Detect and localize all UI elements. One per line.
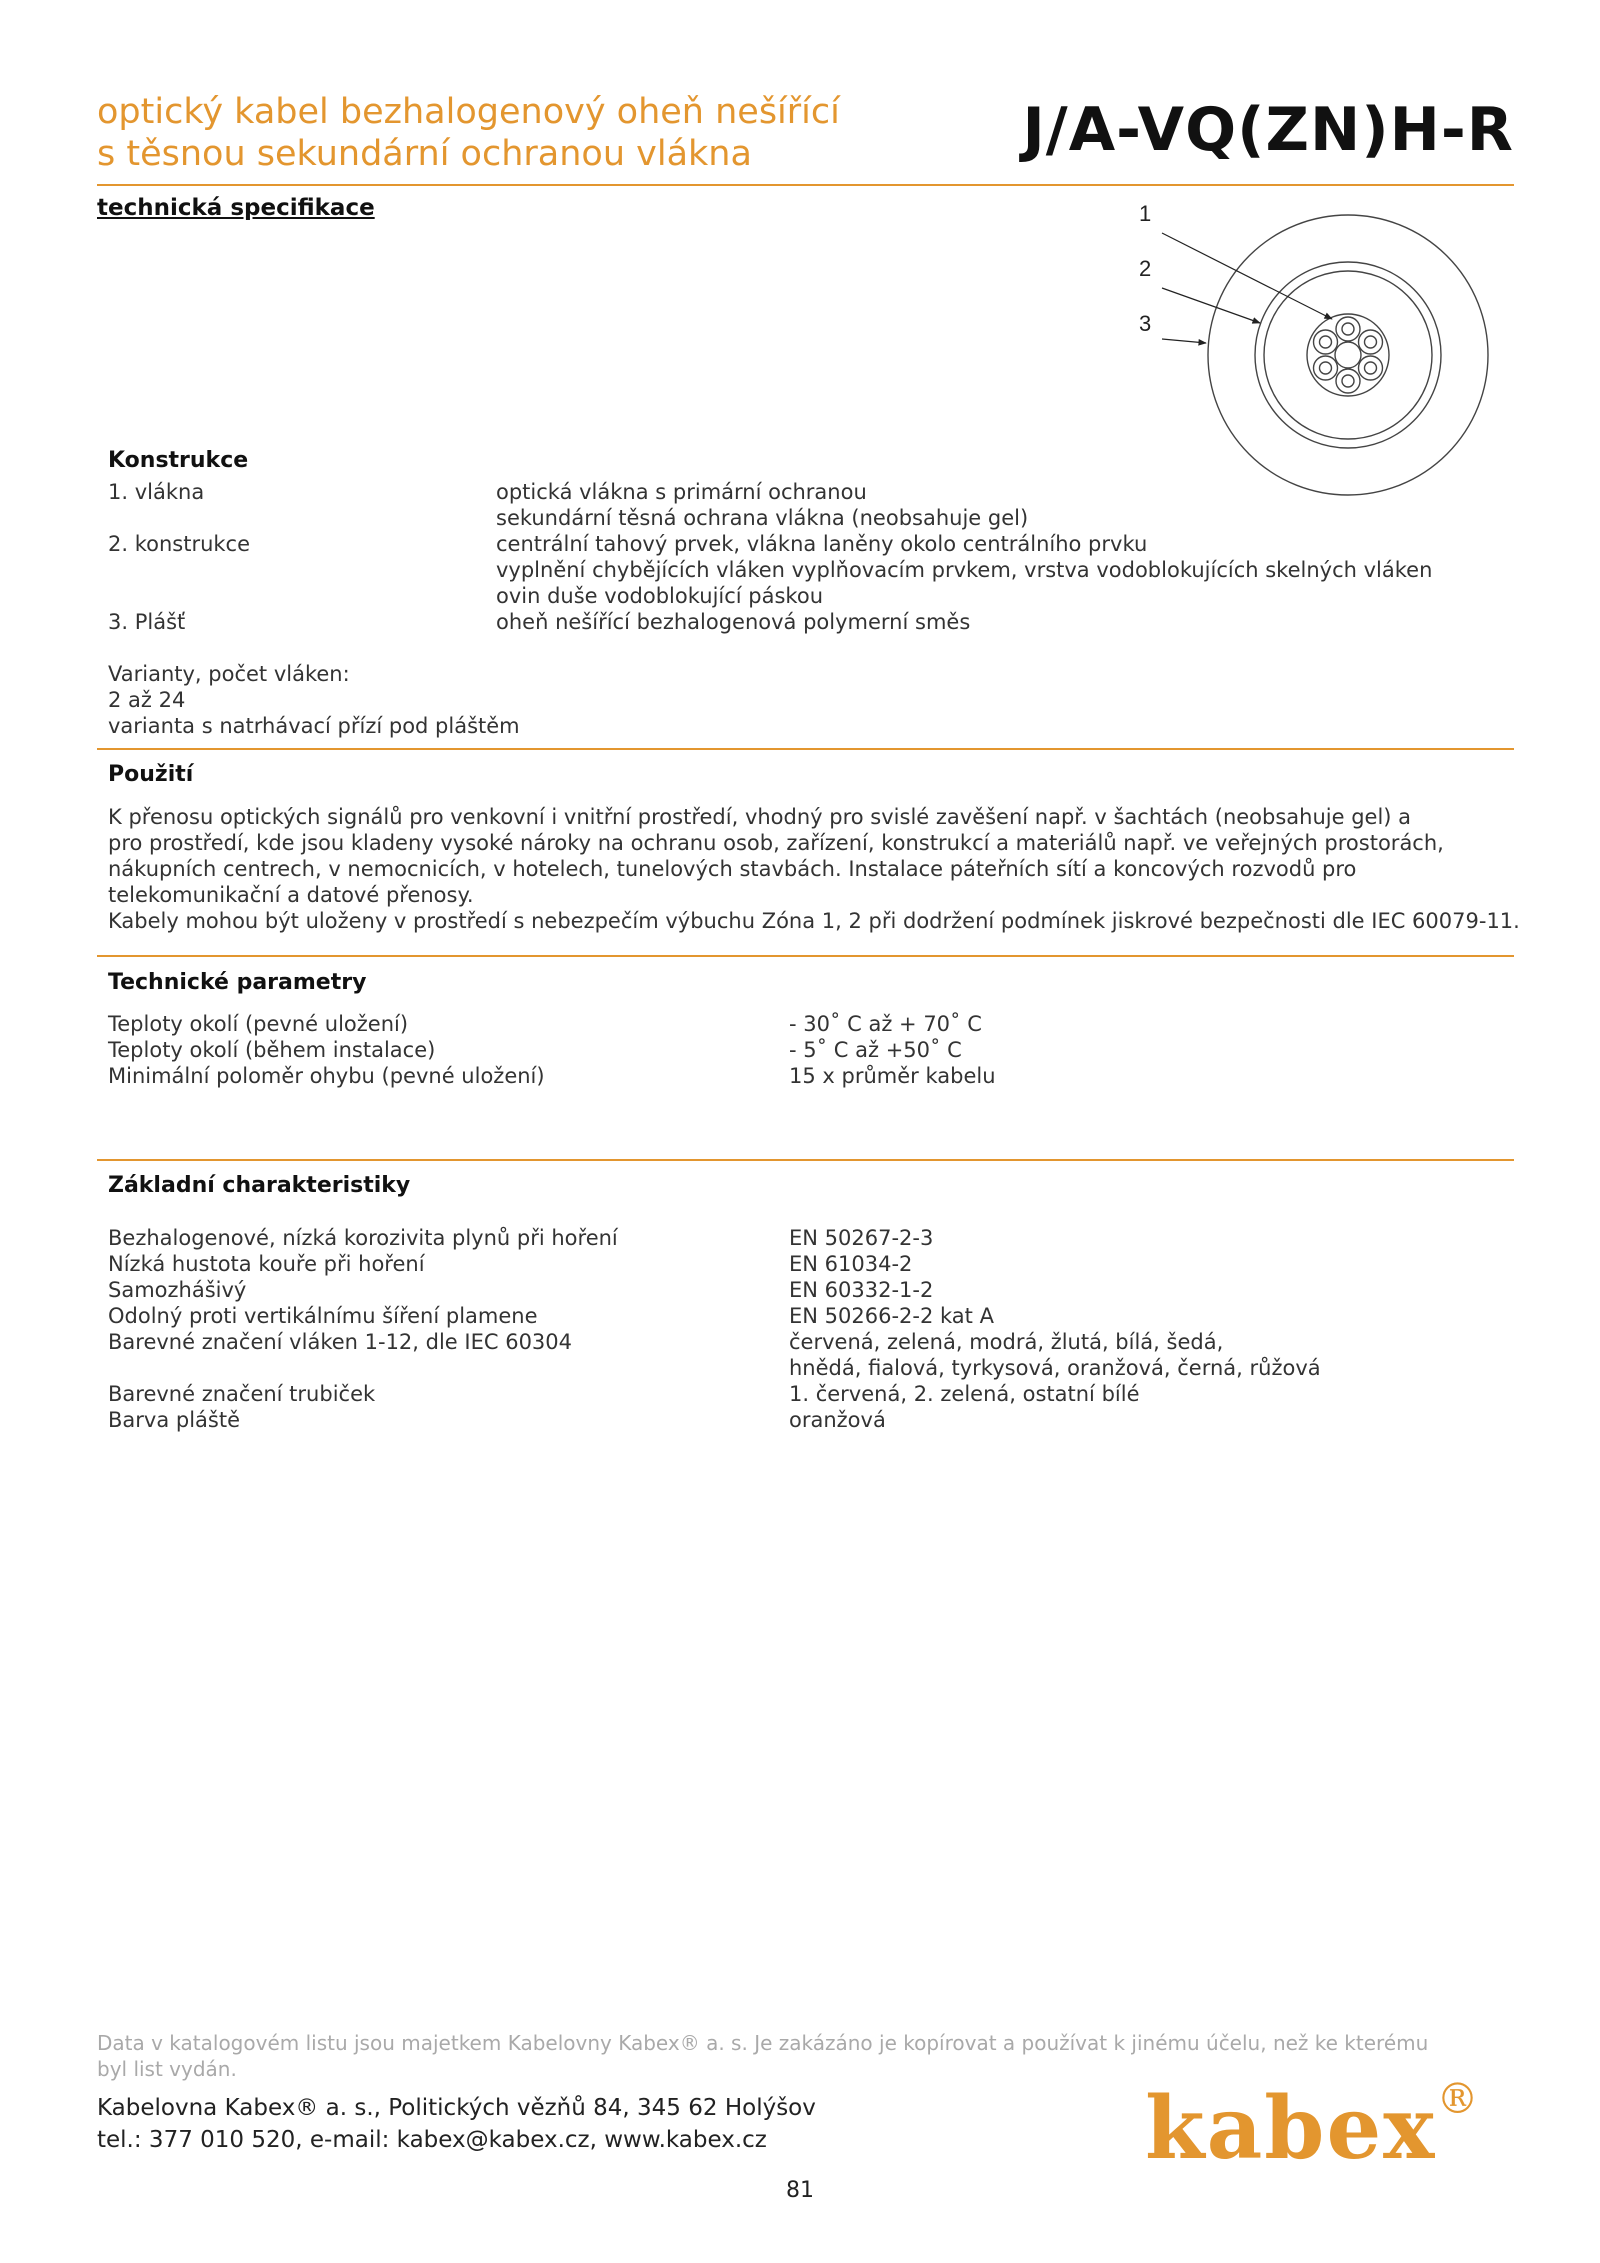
charakteristiky-value: 1. červená, 2. zelená, ostatní bílé: [789, 1382, 1140, 1406]
charakteristiky-label: [108, 1355, 618, 1381]
page-number: 81: [786, 2178, 814, 2203]
konstrukce-label: 1. vlákna: [108, 480, 205, 504]
charakteristiky-label: Samozhášivý: [108, 1278, 247, 1302]
copyright-disclaimer: [97, 2030, 1517, 2082]
company-phone-email: tel.: 377 010 520, e-mail: kabex@kabex.cz, www.kabex.cz: [97, 2127, 767, 2153]
section-heading-konstrukce: Konstrukce: [108, 448, 249, 473]
pouziti-line: Kabely mohou být uloženy v prostředí s nebezpečím výbuchu Zóna 1, 2 při dodržení podmínek jiskrové bezpečnosti dle IEC 60079-11.: [108, 909, 1520, 933]
variants-line: 2 až 24: [108, 688, 186, 712]
diagram-label-3: 3: [1139, 311, 1152, 336]
logo-wordmark: kabex: [1145, 2078, 1437, 2179]
konstrukce-value-column: [496, 479, 1432, 635]
konstrukce-value: sekundární těsná ochrana vlákna (neobsahuje gel): [496, 506, 1029, 530]
charakteristiky-value: EN 60332-1-2: [789, 1278, 934, 1302]
inner-sheath-ring: [1264, 271, 1432, 439]
charakteristiky-label: Barevné značení vláken 1-12, dle IEC 60304: [108, 1330, 573, 1354]
company-contact: [97, 2092, 816, 2156]
core-bundle-ring: [1307, 314, 1389, 396]
parametry-value: - 5˚ C až +50˚ C: [789, 1038, 962, 1062]
parametry-label-column: [108, 1011, 545, 1089]
disclaimer-line: byl list vydán.: [97, 2057, 237, 2081]
konstrukce-label: 2. konstrukce: [108, 532, 251, 556]
charakteristiky-label: Barevné značení trubiček: [108, 1382, 376, 1406]
title-line-2: s těsnou sekundární ochranou vlákna: [97, 134, 752, 174]
konstrukce-label: [108, 557, 250, 583]
document-title: [97, 91, 840, 175]
variants-line: varianta s natrhávací přízí pod pláštěm: [108, 714, 520, 738]
konstrukce-value: ovin duše vodoblokující páskou: [496, 584, 823, 608]
section-divider: [97, 955, 1514, 957]
middle-ring: [1255, 262, 1441, 448]
konstrukce-value: centrální tahový prvek, vlákna laněny okolo centrálního prvku: [496, 532, 1148, 556]
charakteristiky-value: oranžová: [789, 1408, 886, 1432]
charakteristiky-value: EN 50267-2-3: [789, 1226, 934, 1250]
pouziti-line: K přenosu optických signálů pro venkovní i vnitřní prostředí, vhodný pro svislé zavěšení např. v šachtách (neobsahuje gel) a: [108, 805, 1412, 829]
company-address: Kabelovna Kabex® a. s., Politických vězňů 84, 345 62 Holýšov: [97, 2095, 816, 2121]
charakteristiky-value: hnědá, fialová, tyrkysová, oranžová, černá, růžová: [789, 1356, 1321, 1380]
section-heading-parametry: Technické parametry: [108, 970, 367, 995]
section-divider: [97, 1159, 1514, 1161]
parametry-value: - 30˚ C až + 70˚ C: [789, 1012, 982, 1036]
charakteristiky-value: červená, zelená, modrá, žlutá, bílá, šedá,: [789, 1330, 1224, 1354]
charakteristiky-label: Nízká hustota kouře při hoření: [108, 1252, 425, 1276]
parametry-label: Teploty okolí (pevné uložení): [108, 1012, 409, 1036]
pouziti-line: telekomunikační a datové přenosy.: [108, 883, 474, 907]
pouziti-line: pro prostředí, kde jsou kladeny vysoké nároky na ochranu osob, zařízení, konstrukcí a materiálů např. ve veřejných prostorách,: [108, 831, 1444, 855]
charakteristiky-label-column: [108, 1225, 618, 1433]
konstrukce-label: [108, 583, 250, 609]
charakteristiky-value: EN 50266-2-2 kat A: [789, 1304, 994, 1328]
parametry-label: Minimální poloměr ohybu (pevné uložení): [108, 1064, 545, 1088]
konstrukce-label-column: [108, 479, 250, 635]
central-strength-member: [1335, 342, 1361, 368]
subheading: technická specifikace: [97, 195, 375, 221]
pointer-line-2: [1162, 288, 1260, 323]
registered-mark: ®: [1436, 2074, 1481, 2123]
header-divider: [97, 184, 1514, 186]
pouziti-line: nákupních centrech, v nemocnicích, v hotelech, tunelových stavbách. Instalace páteřních sítí a koncových rozvodů pro: [108, 857, 1357, 881]
diagram-label-1: 1: [1139, 201, 1152, 226]
charakteristiky-label: Odolný proti vertikálnímu šíření plamene: [108, 1304, 538, 1328]
konstrukce-value: optická vlákna s primární ochranou: [496, 480, 867, 504]
section-heading-pouziti: Použití: [108, 762, 194, 787]
konstrukce-label: [108, 505, 250, 531]
section-divider: [97, 748, 1514, 750]
charakteristiky-value-column: [789, 1225, 1321, 1433]
charakteristiky-label: Bezhalogenové, nízká korozivita plynů při hoření: [108, 1226, 618, 1250]
outer-sheath-ring: [1208, 215, 1488, 495]
kabex-logo: [1145, 2074, 1481, 2179]
product-code: J/A-VQ(ZN)H-R: [1022, 95, 1514, 165]
charakteristiky-label: Barva pláště: [108, 1408, 241, 1432]
konstrukce-value: oheň nešířící bezhalogenová polymerní směs: [496, 610, 971, 634]
parametry-value: 15 x průměr kabelu: [789, 1064, 996, 1088]
pointer-line-3: [1162, 339, 1206, 343]
parametry-value-column: [789, 1011, 996, 1089]
title-line-1: optický kabel bezhalogenový oheň nešířící: [97, 92, 840, 132]
pointer-line-1: [1162, 233, 1332, 319]
pouziti-paragraph: [108, 804, 1520, 934]
konstrukce-value: vyplnění chybějících vláken vyplňovacím prvkem, vrstva vodoblokujících skelných vláken: [496, 558, 1433, 582]
diagram-label-2: 2: [1139, 256, 1152, 281]
konstrukce-label: 3. Plášť: [108, 610, 186, 634]
disclaimer-line: Data v katalogovém listu jsou majetkem Kabelovny Kabex® a. s. Je zakázáno je kopírovat a používat k jinému účelu, než ke kterému: [97, 2031, 1429, 2055]
fiber-elements: [1314, 317, 1383, 393]
variants-line: Varianty, počet vláken:: [108, 662, 350, 686]
parametry-label: Teploty okolí (během instalace): [108, 1038, 436, 1062]
charakteristiky-value: EN 61034-2: [789, 1252, 913, 1276]
variants-block: [108, 661, 520, 739]
section-heading-charakteristiky: Základní charakteristiky: [108, 1173, 411, 1198]
